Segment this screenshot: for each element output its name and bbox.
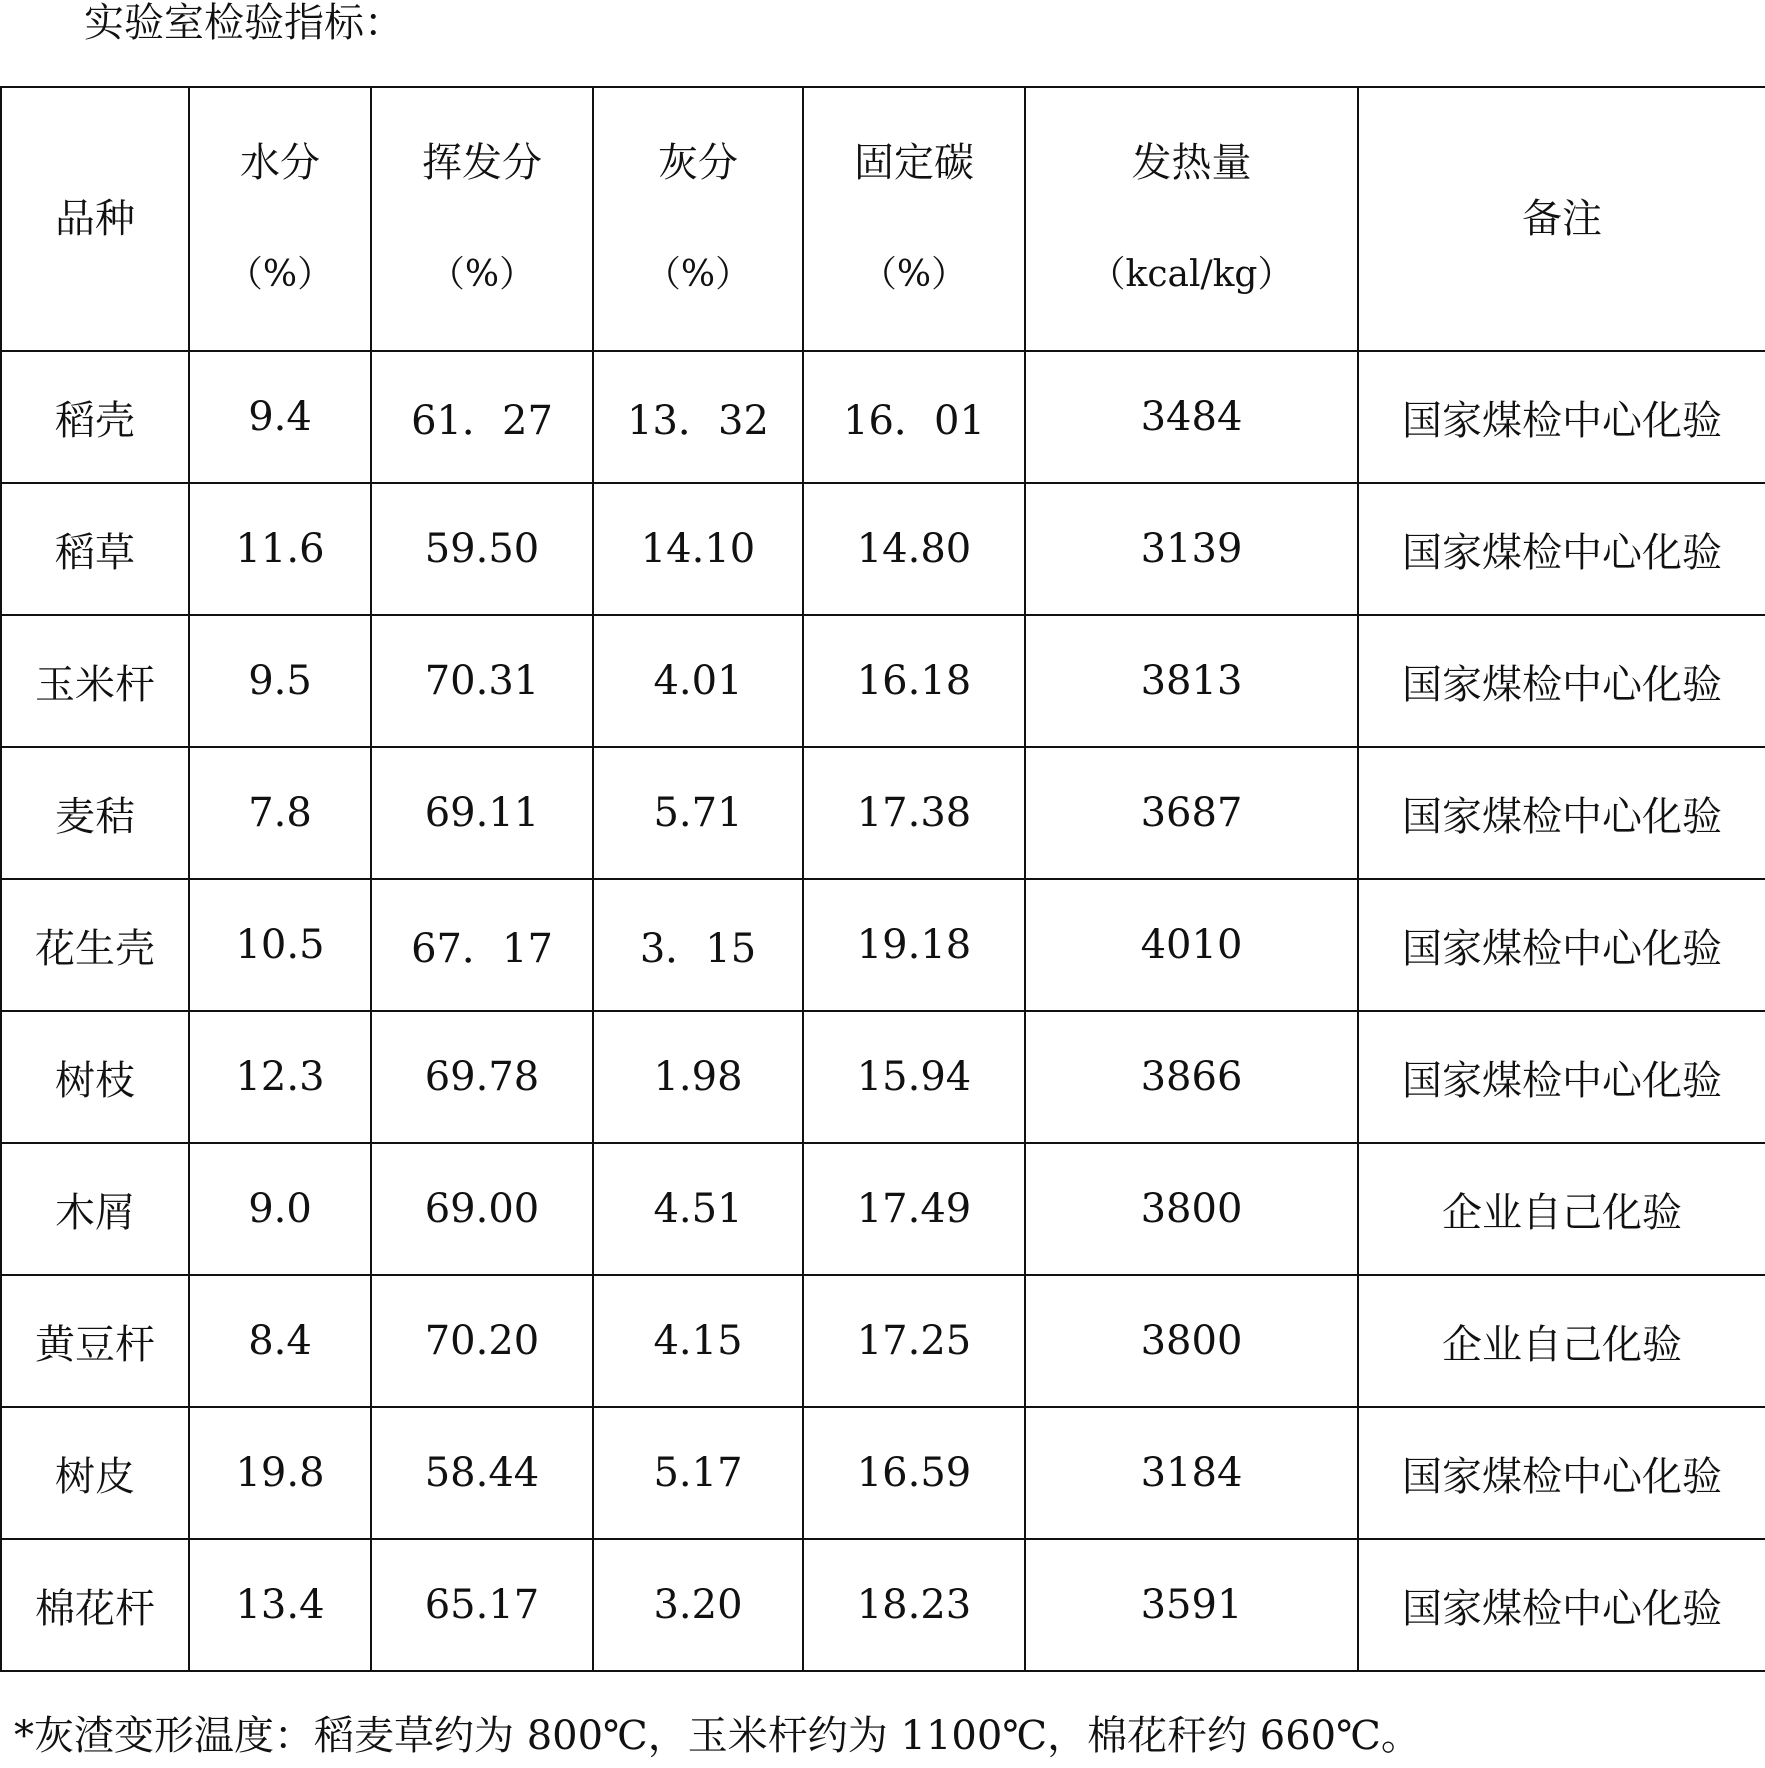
cell-variety: 麦秸 xyxy=(1,747,189,879)
header-volatile xyxy=(371,87,593,351)
cell-remarks: 国家煤检中心化验 xyxy=(1358,483,1765,615)
cell-calorific: 3591 xyxy=(1025,1539,1358,1671)
cell-remarks: 企业自己化验 xyxy=(1358,1275,1765,1407)
cell-volatile: 67．17 xyxy=(371,879,593,1011)
cell-ash: 1.98 xyxy=(593,1011,803,1143)
cell-moisture: 7.8 xyxy=(189,747,371,879)
cell-volatile: 69.11 xyxy=(371,747,593,879)
cell-variety: 花生壳 xyxy=(1,879,189,1011)
cell-volatile: 70.20 xyxy=(371,1275,593,1407)
cell-calorific: 3184 xyxy=(1025,1407,1358,1539)
cell-ash: 4.51 xyxy=(593,1143,803,1275)
cell-volatile: 69.00 xyxy=(371,1143,593,1275)
cell-volatile: 61．27 xyxy=(371,351,593,483)
cell-ash: 3.20 xyxy=(593,1539,803,1671)
cell-moisture: 9.0 xyxy=(189,1143,371,1275)
cell-fixed-carbon: 17.38 xyxy=(803,747,1025,879)
table-body xyxy=(1,87,1765,1671)
cell-fixed-carbon: 18.23 xyxy=(803,1539,1025,1671)
table-row xyxy=(1,1275,1765,1407)
table-row xyxy=(1,879,1765,1011)
header-ash-unit: （%） xyxy=(644,254,752,295)
header-fixed-carbon-name: 固定碳 xyxy=(854,140,974,186)
cell-moisture: 9.4 xyxy=(189,351,371,483)
header-calorific xyxy=(1025,87,1358,351)
header-remarks: 备注 xyxy=(1358,87,1765,351)
cell-ash: 5.17 xyxy=(593,1407,803,1539)
cell-ash: 5.71 xyxy=(593,747,803,879)
cell-ash: 4.15 xyxy=(593,1275,803,1407)
table-row xyxy=(1,615,1765,747)
cell-calorific: 3813 xyxy=(1025,615,1358,747)
cell-remarks: 国家煤检中心化验 xyxy=(1358,1011,1765,1143)
cell-ash: 14.10 xyxy=(593,483,803,615)
cell-moisture: 9.5 xyxy=(189,615,371,747)
header-fixed-carbon xyxy=(803,87,1025,351)
cell-calorific: 4010 xyxy=(1025,879,1358,1011)
cell-ash: 3．15 xyxy=(593,879,803,1011)
cell-fixed-carbon: 16．01 xyxy=(803,351,1025,483)
cell-variety: 稻壳 xyxy=(1,351,189,483)
cell-remarks: 国家煤检中心化验 xyxy=(1358,351,1765,483)
cell-variety: 稻草 xyxy=(1,483,189,615)
cell-moisture: 13.4 xyxy=(189,1539,371,1671)
cell-fixed-carbon: 15.94 xyxy=(803,1011,1025,1143)
cell-fixed-carbon: 17.49 xyxy=(803,1143,1025,1275)
cell-moisture: 8.4 xyxy=(189,1275,371,1407)
cell-moisture: 11.6 xyxy=(189,483,371,615)
table-row xyxy=(1,1011,1765,1143)
header-volatile-name: 挥发分 xyxy=(422,140,542,186)
cell-calorific: 3800 xyxy=(1025,1275,1358,1407)
cell-remarks: 国家煤检中心化验 xyxy=(1358,1539,1765,1671)
cell-remarks: 国家煤检中心化验 xyxy=(1358,747,1765,879)
cell-calorific: 3484 xyxy=(1025,351,1358,483)
table-row xyxy=(1,1143,1765,1275)
header-ash-name: 灰分 xyxy=(658,140,738,186)
lab-indicators-table xyxy=(0,86,1765,1672)
header-moisture xyxy=(189,87,371,351)
cell-remarks: 国家煤检中心化验 xyxy=(1358,1407,1765,1539)
cell-ash: 4.01 xyxy=(593,615,803,747)
table-row xyxy=(1,351,1765,483)
cell-volatile: 58.44 xyxy=(371,1407,593,1539)
cell-variety: 树枝 xyxy=(1,1011,189,1143)
cell-calorific: 3687 xyxy=(1025,747,1358,879)
footnote: *灰渣变形温度：稻麦草约为 800℃，玉米杆约为 1100℃，棉花秆约 660℃。 xyxy=(14,1713,1421,1759)
header-row xyxy=(1,87,1765,351)
cell-variety: 棉花杆 xyxy=(1,1539,189,1671)
cell-moisture: 10.5 xyxy=(189,879,371,1011)
header-fixed-carbon-unit: （%） xyxy=(860,254,968,295)
cell-calorific: 3800 xyxy=(1025,1143,1358,1275)
cell-moisture: 12.3 xyxy=(189,1011,371,1143)
cell-volatile: 69.78 xyxy=(371,1011,593,1143)
cell-ash: 13．32 xyxy=(593,351,803,483)
cell-fixed-carbon: 16.59 xyxy=(803,1407,1025,1539)
header-moisture-unit: （%） xyxy=(226,254,334,295)
cell-volatile: 70.31 xyxy=(371,615,593,747)
cell-variety: 木屑 xyxy=(1,1143,189,1275)
cell-calorific: 3866 xyxy=(1025,1011,1358,1143)
header-calorific-name: 发热量 xyxy=(1131,140,1252,186)
cell-variety: 黄豆杆 xyxy=(1,1275,189,1407)
cell-calorific: 3139 xyxy=(1025,483,1358,615)
cell-moisture: 19.8 xyxy=(189,1407,371,1539)
cell-remarks: 企业自己化验 xyxy=(1358,1143,1765,1275)
header-variety: 品种 xyxy=(1,87,189,351)
cell-volatile: 59.50 xyxy=(371,483,593,615)
table-row xyxy=(1,1407,1765,1539)
cell-remarks: 国家煤检中心化验 xyxy=(1358,615,1765,747)
cell-fixed-carbon: 14.80 xyxy=(803,483,1025,615)
header-ash xyxy=(593,87,803,351)
header-volatile-unit: （%） xyxy=(428,254,536,295)
cell-remarks: 国家煤检中心化验 xyxy=(1358,879,1765,1011)
table-row xyxy=(1,1539,1765,1671)
page-heading: 实验室检验指标： xyxy=(84,0,404,46)
cell-fixed-carbon: 16.18 xyxy=(803,615,1025,747)
cell-fixed-carbon: 19.18 xyxy=(803,879,1025,1011)
table-row xyxy=(1,747,1765,879)
header-moisture-name: 水分 xyxy=(240,140,320,186)
cell-variety: 玉米杆 xyxy=(1,615,189,747)
table-row xyxy=(1,483,1765,615)
header-calorific-unit: （kcal/kg） xyxy=(1089,254,1294,295)
cell-fixed-carbon: 17.25 xyxy=(803,1275,1025,1407)
cell-volatile: 65.17 xyxy=(371,1539,593,1671)
cell-variety: 树皮 xyxy=(1,1407,189,1539)
